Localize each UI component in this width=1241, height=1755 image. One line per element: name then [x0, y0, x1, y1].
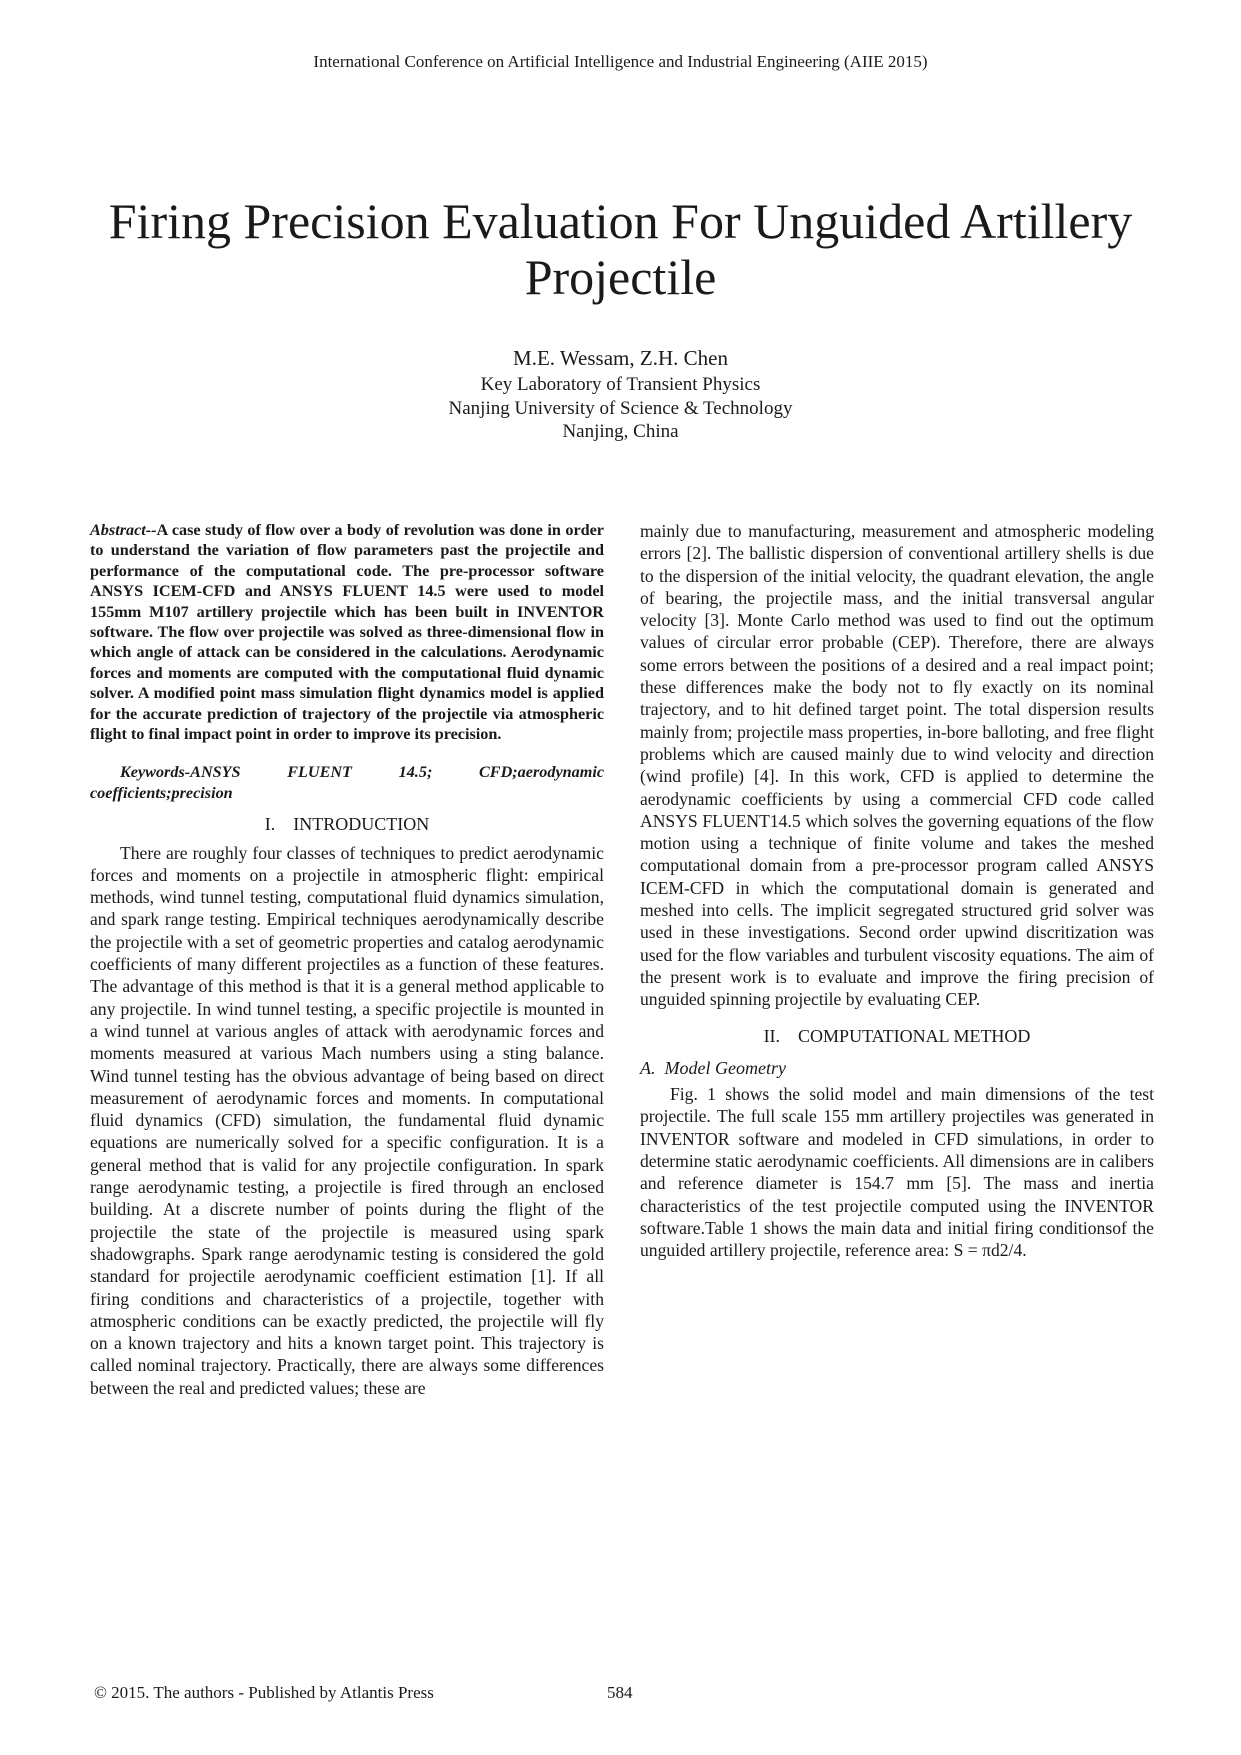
affiliation-lab: Key Laboratory of Transient Physics — [480, 374, 761, 395]
introduction-continuation: mainly due to manufacturing, measurement and atmospheric modeling errors [2]. The ballistic dispersion of conventional artillery shells is due to the dispersion of the initial velocity, the quadrant elevation, the angle of bearing, the projectile mass, and the initial transversal angular velocity [3]. Monte Carlo method was used to find out the optimum values of circular error probable (CEP). Therefore, there are always some errors between the positions of a desired and a real impact point; these differences make the body not to fly exactly on its nominal trajectory, and to hit defined target point. The total dispersion results mainly from; projectile mass properties, in-bore balloting, and free flight problems which are caused mainly due to wind velocity and direction (wind profile) [4]. In this work, CFD is applied to determine the aerodynamic coefficients by using a commercial CFD code called ANSYS FLUENT14.5 which solves the governing equations of the flow motion using a technique of finite volume and takes the meshed computational domain from a pre-processor program called ANSYS ICEM-CFD in which the computational domain is generated and meshed into cells. The implicit segregated structured grid solver was used in these investigations. Second order upwind discritization was used for the flow variables and turbulent viscosity equations. The aim of the present work is to evaluate and improve the firing precision of unguided spinning projectile by evaluating CEP. — [640, 521, 1154, 1010]
introduction-paragraph: There are roughly four classes of techniques to predict aerodynamic forces and moments on a projectile in atmospheric flight: empirical methods, wind tunnel testing, computational fluid dynamics simulation, and spark range testing. Empirical techniques aerodynamically describe the projectile with a set of geometric properties and catalog aerodynamic coefficients of many different projectiles as a function of these features. The advantage of this method is that it is a general method applicable to any projectile. In wind tunnel testing, a specific projectile is mounted in a wind tunnel at various angles of attack with aerodynamic forces and moments measured at various Mach numbers using a sting balance. Wind tunnel testing has the obvious advantage of being based on direct measurement of aerodynamic forces and moments. In computational fluid dynamics (CFD) simulation, the fundamental fluid dynamic equations are numerically solved for a specific configuration. It is a general method that is valid for any projectile configuration. In spark range aerodynamic testing, a projectile is fired through an enclosed building. At a discrete number of points during the flight of the projectile the state of the projectile is measured using spark shadowgraphs. Spark range aerodynamic testing is considered the gold standard for projectile aerodynamic coefficient estimation [1]. If all firing conditions and characteristics of a projectile, together with atmospheric conditions can be exactly predicted, the projectile will fly on a known trajectory and hits a known target point. This trajectory is called nominal trajectory. Practically, there are always some differences between the real and predicted values; these are — [90, 842, 604, 1398]
left-column — [90, 520, 604, 1399]
section-heading-computational-method: II. COMPUTATIONAL METHOD — [763, 1025, 1031, 1046]
keywords: Keywords-ANSYS FLUENT 14.5; CFD;aerodynamic coefficients;precision — [90, 763, 604, 802]
abstract-lead: Abstract-- — [90, 521, 157, 539]
running-head: International Conference on Artificial Intelligence and Industrial Engineering (AIIE 2015) — [313, 52, 928, 71]
subsection-heading-model-geometry: A. Model Geometry — [640, 1057, 786, 1078]
affiliation-university: Nanjing University of Science & Technology — [448, 397, 793, 419]
abstract — [90, 520, 604, 744]
authors: M.E. Wessam, Z.H. Chen — [513, 346, 728, 370]
section-heading-introduction: I. INTRODUCTION — [264, 814, 430, 835]
paper-title: Firing Precision Evaluation For Unguided Artillery Projectile — [108, 193, 1133, 305]
model-geometry-paragraph: Fig. 1 shows the solid model and main dimensions of the test projectile. The full scale 155 mm artillery projectiles was generated in INVENTOR software and modeled in CFD simulations, in order to determine static aerodynamic coefficients. All dimensions are in calibers and reference diameter is 154.7 mm [5]. The mass and inertia characteristics of the test projectile computed using the INVENTOR software.Table 1 shows the main data and initial firing conditionsof the unguided artillery projectile, reference area: S = πd2/4. — [640, 1084, 1154, 1261]
right-column — [640, 520, 1154, 1262]
abstract-text: A case study of flow over a body of revolution was done in order to understand the variation of flow parameters past the projectile and performance of the computational code. The pre-processor software ANSYS ICEM-CFD and ANSYS FLUENT 14.5 were used to model 155mm M107 artillery projectile which has been built in INVENTOR software. The flow over projectile was solved as three-dimensional flow in which angle of attack can be considered in the calculations. Aerodynamic forces and moments are computed with the computational fluid dynamic solver. A modified point mass simulation flight dynamics model is applied for the accurate prediction of trajectory of the projectile via atmospheric flight to final impact point in order to improve its precision. — [90, 521, 604, 744]
footer-copyright: © 2015. The authors - Published by Atlantis Press — [94, 1683, 434, 1702]
affiliation-location: Nanjing, China — [562, 421, 679, 442]
affiliation — [0, 373, 1241, 444]
page-number: 584 — [607, 1683, 633, 1702]
